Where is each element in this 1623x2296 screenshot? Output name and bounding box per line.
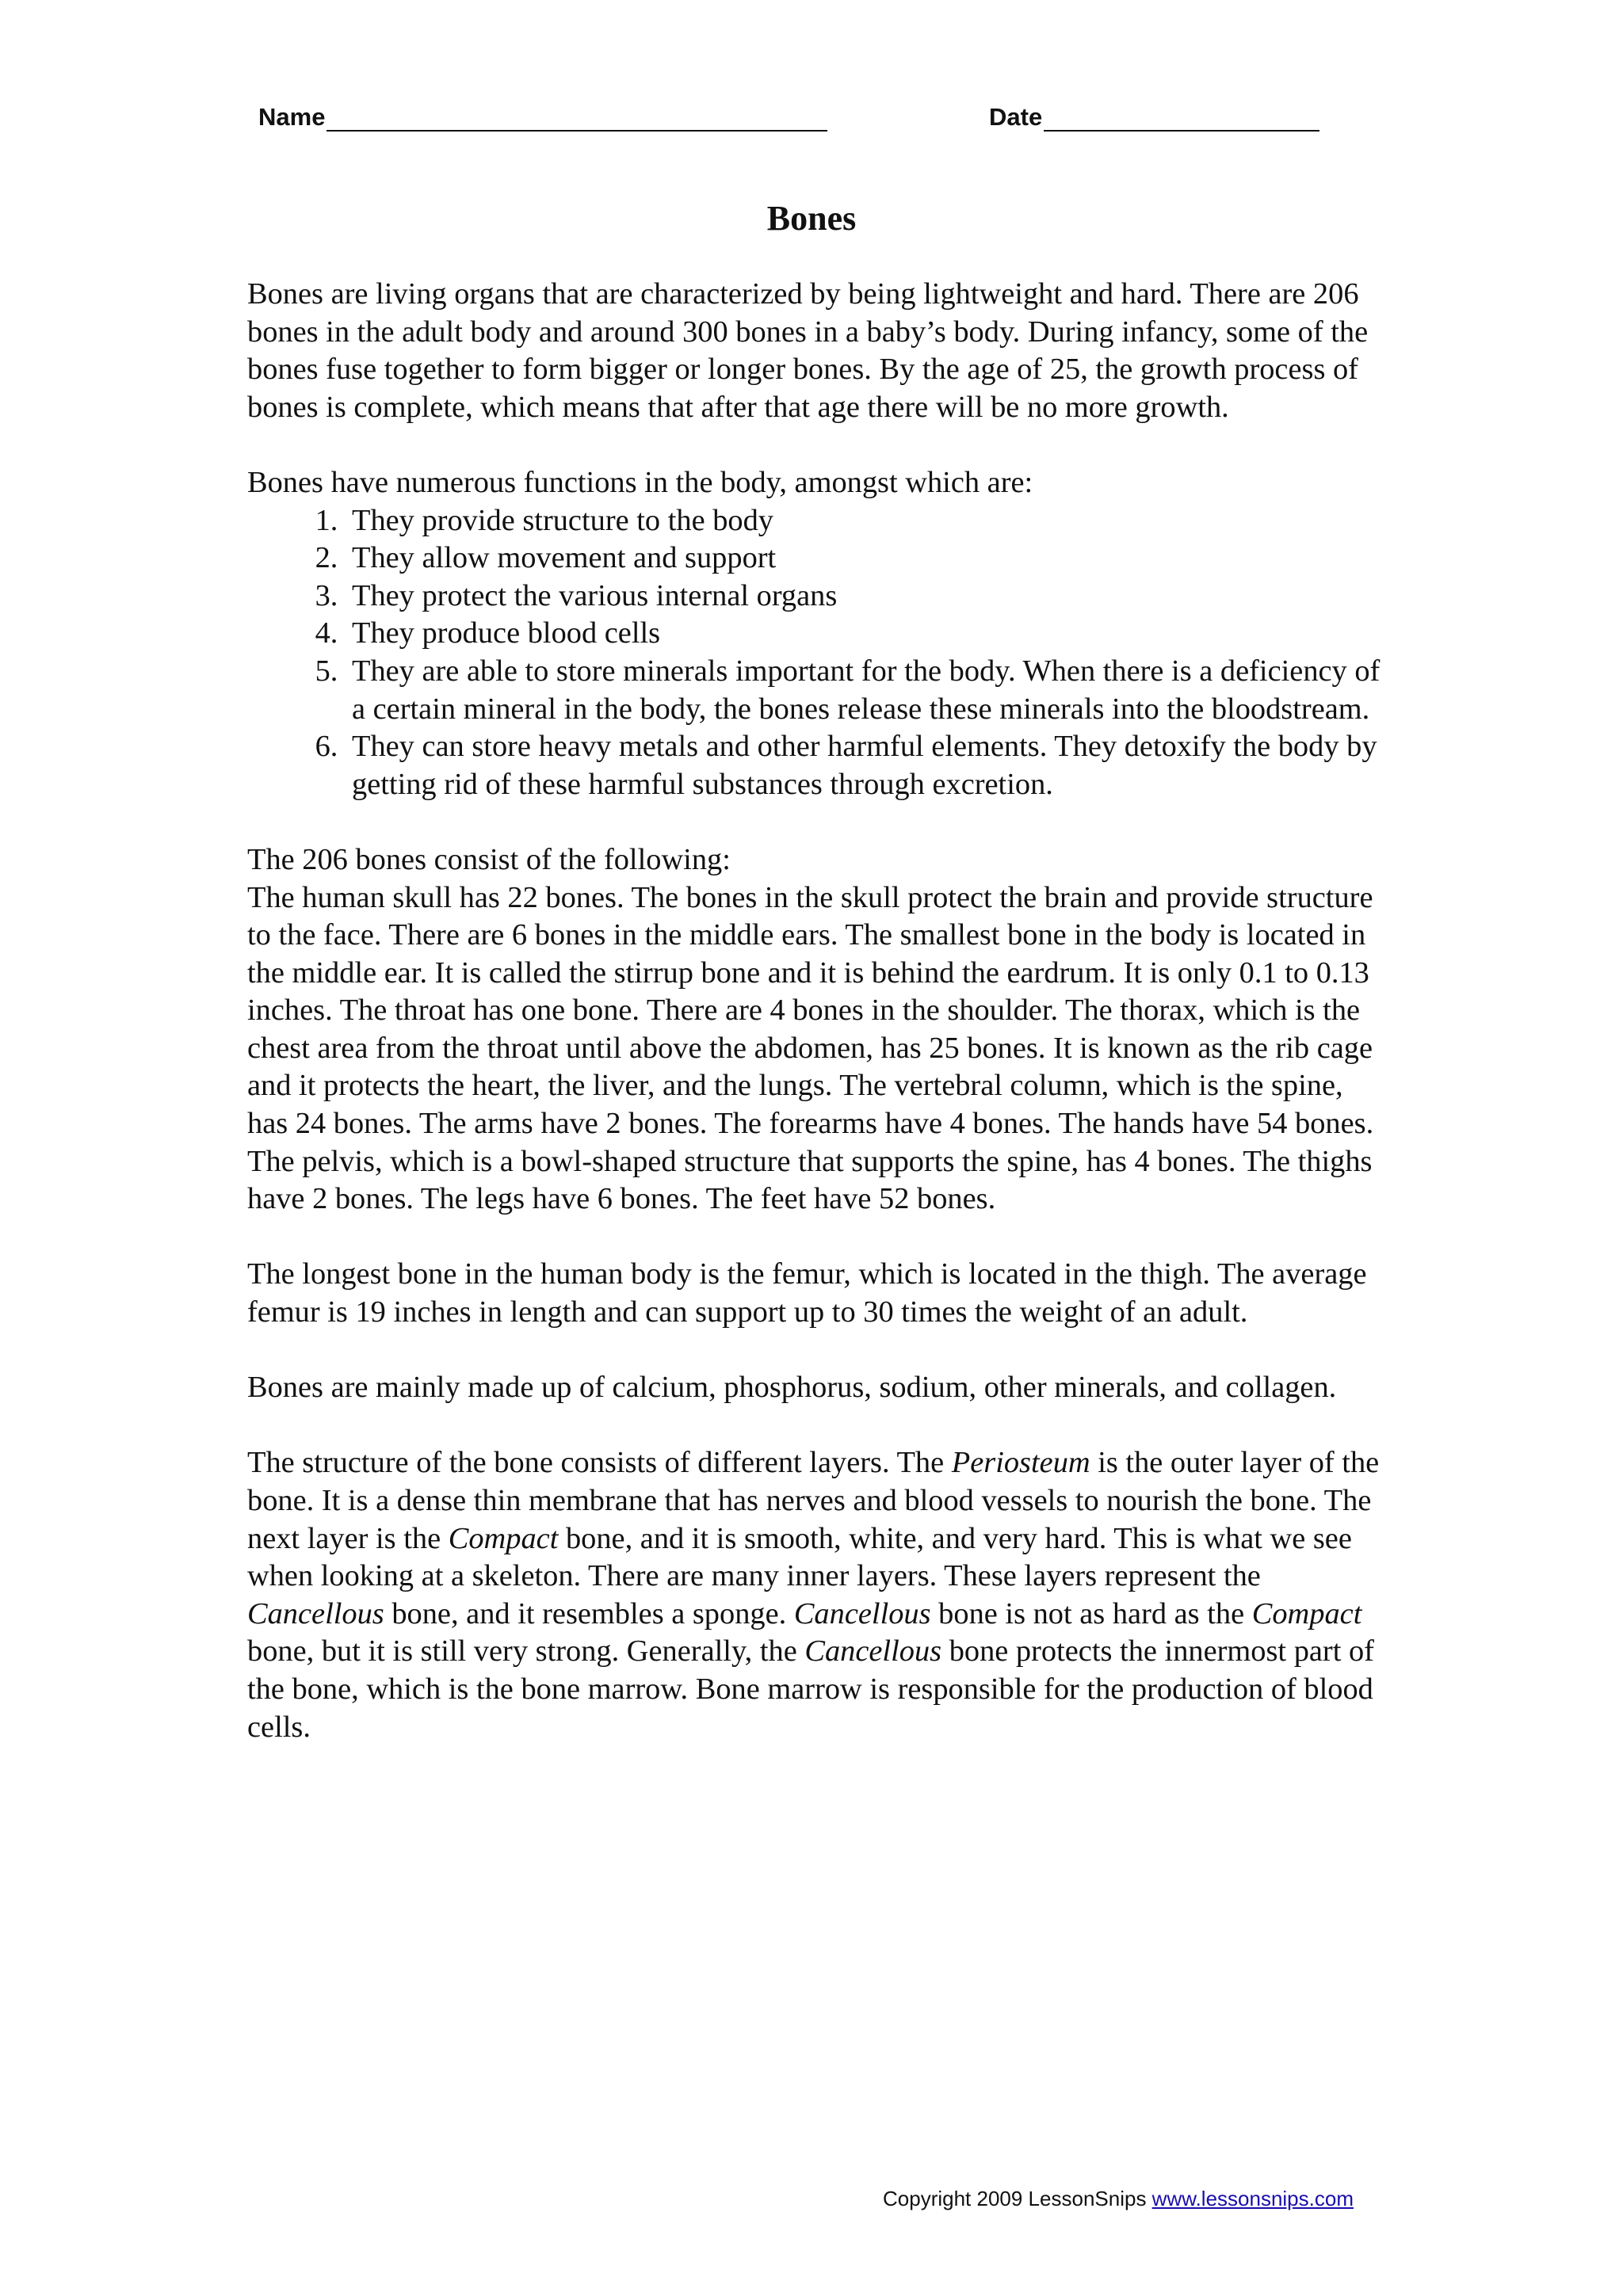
structure-text: bone protects the innermost part of the bone, which is the bone marrow. Bone marrow is responsible for the production of blood cells. <box>247 1634 1374 1744</box>
lessonsnips-link[interactable]: www.lessonsnips.com <box>1151 2187 1354 2210</box>
term-cancellous: Cancellous <box>247 1596 384 1630</box>
article-body <box>247 276 1388 1746</box>
name-blank-line[interactable] <box>327 103 827 132</box>
copyright-text: Copyright 2009 LessonSnips <box>883 2187 1152 2210</box>
list-item: 2. They allow movement and support <box>346 540 1388 578</box>
composition-paragraph: Bones are mainly made up of calcium, phosphorus, sodium, other minerals, and collagen. <box>247 1371 1337 1405</box>
structure-text: bone is not as hard as the <box>930 1596 1252 1630</box>
structure-text: bone, and it resembles a sponge. <box>384 1596 794 1630</box>
copyright-footer <box>883 2187 1354 2211</box>
structure-text: bone, but it is still very strong. Generally, the <box>247 1634 805 1669</box>
term-cancellous: Cancellous <box>793 1596 931 1630</box>
intro-paragraph: Bones are living organs that are characterized by being lightweight and hard. There are 206 bones in the adult body and around 300 bones in a baby’s body. During infancy, some of the bones fuse together to form bigger or longer bones. By the age of 25, the growth process of bones is complete, which means that after that age there will be no more growth. <box>247 277 1369 424</box>
term-cancellous: Cancellous <box>804 1634 942 1669</box>
date-label: Date <box>989 103 1043 131</box>
femur-paragraph: The longest bone in the human body is the femur, which is located in the thigh. The average femur is 19 inches in length and can support up to 30 times the weight of an adult. <box>247 1257 1367 1329</box>
bones-detail-paragraph: The human skull has 22 bones. The bones in the skull protect the brain and provide structure to the face. There are 6 bones in the middle ears. The smallest bone in the body is located in the middle ear. It is called the stirrup bone and it is behind the eardrum. It is only 0.1 to 0.13 inches. The throat has one bone. There are 4 bones in the shoulder. The thorax, which is the chest area from the throat until above the abdomen, has 25 bones. It is known as the rib cage and it protects the heart, the liver, and the lungs. The vertebral column, which is the spine, has 24 bones. The arms have 2 bones. The forearms have 4 bones. The hands have 54 bones. The pelvis, which is a bowl-shaped structure that supports the spine, has 4 bones. The thighs have 2 bones. The legs have 6 bones. The feet have 52 bones. <box>247 880 1374 1216</box>
list-item: 1. They provide structure to the body <box>346 502 1388 540</box>
functions-list <box>247 502 1388 804</box>
header-fields <box>0 103 1623 143</box>
bones-intro: The 206 bones consist of the following: <box>247 842 731 876</box>
structure-text: The structure of the bone consists of different layers. The <box>247 1446 952 1480</box>
name-field[interactable] <box>258 103 827 132</box>
list-item: 3. They protect the various internal organs <box>346 578 1388 616</box>
date-blank-line[interactable] <box>1044 103 1319 132</box>
functions-intro: Bones have numerous functions in the body, amongst which are: <box>247 465 1033 499</box>
term-periosteum: Periosteum <box>951 1446 1090 1480</box>
name-label: Name <box>258 103 326 131</box>
term-compact: Compact <box>1251 1596 1362 1630</box>
date-field[interactable] <box>989 103 1319 132</box>
structure-text: bone, and it is smooth, white, and very hard. This is what we see when looking at a skeleton. There are many inner layers. These layers represent the <box>247 1521 1352 1593</box>
structure-text: is the outer layer of the bone. It is a dense thin membrane that has nerves and blood vessels to nourish the bone. The next layer is the <box>247 1446 1380 1555</box>
list-item: 5. They are able to store minerals important for the body. When there is a deficiency of a certain mineral in the body, the bones release these minerals into the bloodstream. <box>346 653 1388 728</box>
list-item: 6. They can store heavy metals and other harmful elements. They detoxify the body by getting rid of these harmful substances through excretion. <box>346 728 1388 803</box>
term-compact: Compact <box>448 1521 559 1555</box>
page-title: Bones <box>766 199 857 238</box>
list-item: 4. They produce blood cells <box>346 615 1388 653</box>
structure-paragraph <box>247 1444 1388 1746</box>
